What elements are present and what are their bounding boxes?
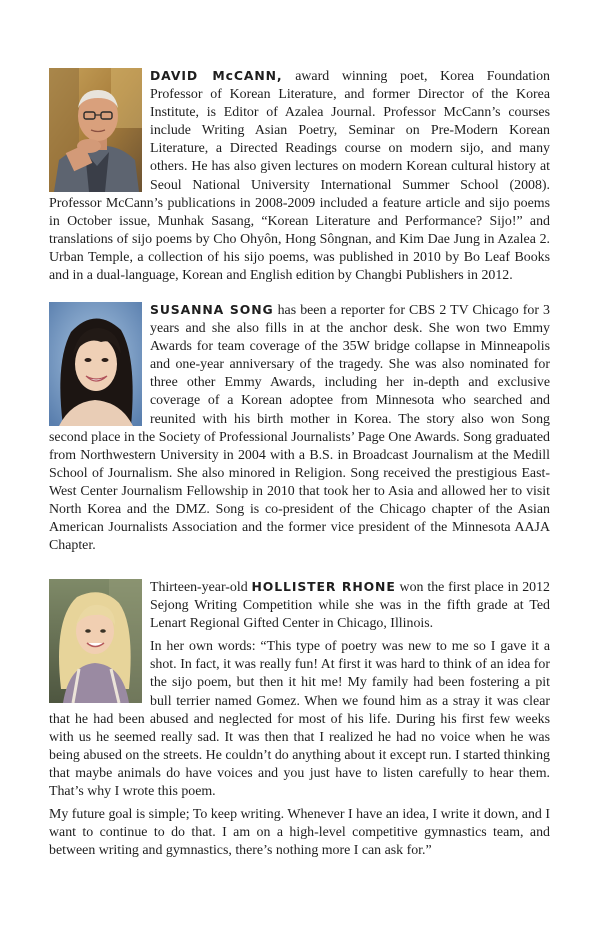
portrait-woman-image bbox=[49, 302, 142, 426]
bio-hollister-rhone bbox=[49, 578, 550, 860]
photo-david-mccann bbox=[49, 68, 142, 192]
bio-goal-paragraph: My future goal is simple; To keep writing. Whenever I have an idea, I write it down, and I want to continue to do that. I am on a high-level competitive gymnastics team, and between writing and gymnastics, there’s nothing more I can ask for.” bbox=[49, 807, 550, 859]
photo-hollister-rhone bbox=[49, 579, 142, 703]
bio-name: HOLLISTER RHONE bbox=[251, 579, 396, 594]
bio-susanna-song bbox=[49, 301, 550, 555]
portrait-girl-image bbox=[49, 579, 142, 703]
bio-intro: Thirteen-year-old bbox=[150, 580, 252, 595]
photo-susanna-song bbox=[49, 302, 142, 426]
bio-name: DAVID McCANN, bbox=[150, 68, 283, 83]
bio-text: has been a reporter for CBS 2 TV Chicago for 3 years and she also fills in at the anchor desk. She won two Emmy Awards for team coverage of the 35W bridge collapse in Minneapolis and one-year anniversary of the tragedy. She was also nominated for three other Emmy Awards, including her in-depth and exclusive coverage of a Korean adoptee from Minnesota who searched and reunited with his birth mother in Korea. The story also won Song second place in the Society of Professional Journalists’ Page One Awards. Song graduated from Northwestern University in 2004 with a B.S. in Broadcast Journalism at the Medill School of Journalism. She also minored in Religion. Song received the prestigious East-West Center Journalism Fellowship in 2010 that took her to Asia and allowed her to visit North Korea and the DMZ. Song is co-president of the Chicago chapter of the Asian American Journalists Association and the former vice president of the Minnesota AAJA Chapter. bbox=[49, 303, 550, 554]
portrait-man-image bbox=[49, 68, 142, 192]
bio-david-mccann bbox=[49, 67, 550, 285]
bio-text: award winning poet, Korea Foundation Professor of Korean Literature, and former Director of the Korea Institute, is Editor of Azalea Journal. Professor McCann’s courses include Writing Asian Poetry, Seminar on Pre-Modern Korean Literature, a Directed Readings course on modern sijo, and many others. He has also given lectures on modern Korean cultural history at Seoul National University International Summer School (2008). Professor McCann’s publications in 2008-2009 included a feature article and sijo poems in October issue, Munhak Sasang, “Korean Literature and Performance? Sijo!” and translations of sijo poems by Cho Ohyôn, Hong Sôngnan, and Kim Dae Jung in Azalea 2. Urban Temple, a collection of his sijo poems, was published in 2010 by Bo Leaf Books and in a dual-language, Korean and English edition by Changbi Publishers in 2012. bbox=[49, 69, 550, 284]
bio-name: SUSANNA SONG bbox=[150, 302, 274, 317]
bio-quote-paragraph: In her own words: “This type of poetry was new to me so I gave it a shot. In fact, it was really fun! At first it was hard to think of an idea for the sijo poem, but then it hit me! My family had been fostering a pit bull terrier named Gomez. When we found him as a stray it was clear that he had been abused and neglected for most of his life. During his first few weeks with us he seemed really sad. It was then that I realized he had no voice when he was being abused on the streets. He couldn’t do anything about it except run. I started thinking that maybe animals do have voices and you just have to listen carefully to hear them. That’s why I wrote this poem. bbox=[49, 639, 550, 800]
bio-text: won the first place in 2012 Sejong Writing Competition while she was in the fifth grade at Ted Lenart Regional Gifted Center in Chicago, Illinois. bbox=[150, 580, 550, 632]
